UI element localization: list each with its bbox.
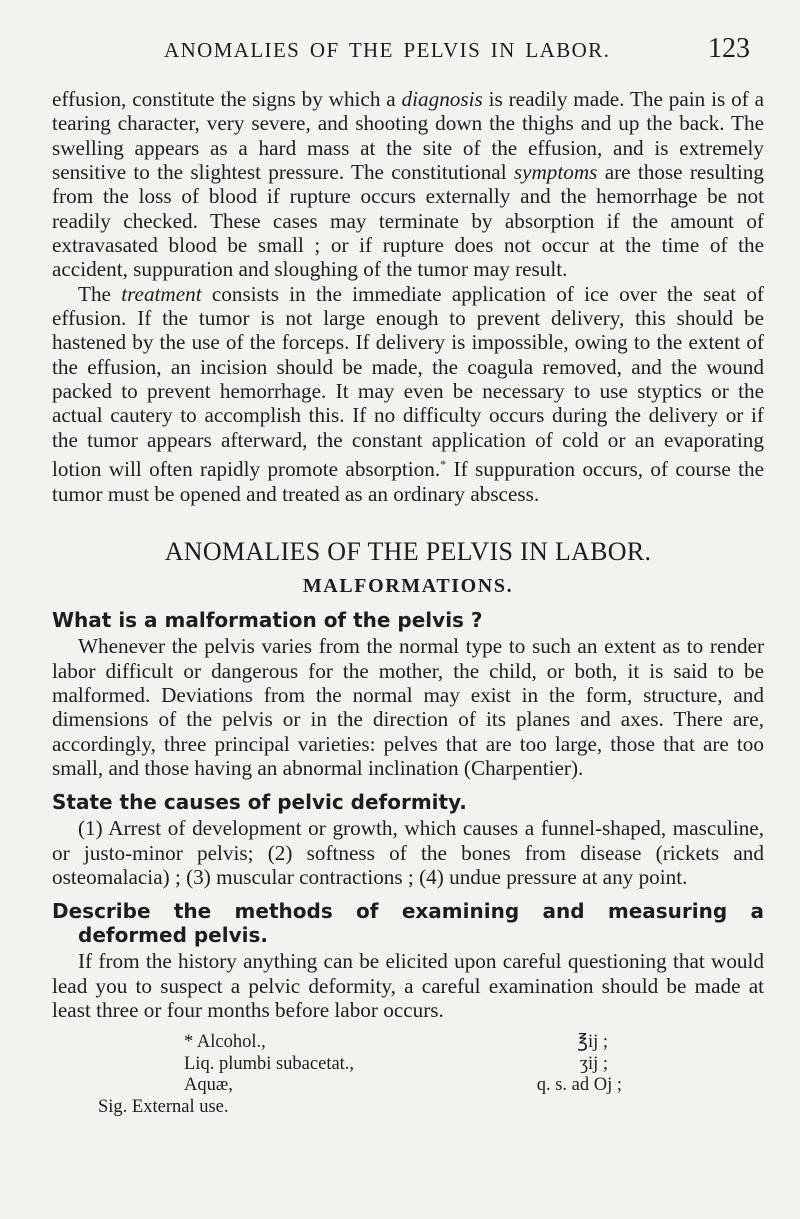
text-run: If suppuration occurs, of course the tumor must be opened and treated as an ordinary abscess. bbox=[52, 457, 764, 506]
text-run: effusion, constitute the signs by which a bbox=[52, 87, 402, 111]
answer-methods: If from the history anything can be elicited upon careful questioning that would lead you to suspect a pelvic deformity, a careful examination should be made at least three or four months before labor occurs. bbox=[52, 949, 764, 1023]
body-text bbox=[52, 87, 764, 1118]
answer-causes: (1) Arrest of development or growth, which causes a funnel-shaped, masculine, or justo-minor pelvis; (2) softness of the bones from disease (rickets and osteomalacia) ; (3) muscular contractions ; (4) undue pressure at any point. bbox=[52, 816, 764, 889]
ingredient-name: * Alcohol., bbox=[184, 1032, 266, 1053]
section-title: ANOMALIES OF THE PELVIS IN LABOR. bbox=[164, 536, 652, 566]
question-malformation: What is a malformation of the pelvis ? bbox=[52, 608, 483, 633]
running-head bbox=[0, 33, 800, 78]
text-run: consists in the immediate application of ice over the seat of effusion. If the tumor is not large enough to prevent delivery, this should be hastened by the use of the forceps. If delivery is impossible, owing to the extent of the effusion, an incision should be made, the coagula removed, and the wound packed to prevent hemorrhage. It may even be necessary to use styptics or the actual cautery to accomplish this. If no difficulty occurs during the delivery or if the tumor appears afterward, the constant application of cold or an evaporating lotion will often rapidly promote absorption. bbox=[52, 281, 764, 482]
footnote-row bbox=[52, 1075, 764, 1097]
footnote-row bbox=[52, 1032, 764, 1054]
text-run: The bbox=[78, 281, 122, 306]
ingredient-name: Aquæ, bbox=[184, 1075, 233, 1096]
footnote-sig: Sig. External use. bbox=[98, 1096, 229, 1117]
text-run: is readily made. The pain is of a tearing character, very severe, and shooting down the thighs and up the back. The swelling appears as a hard mass at the site of the effusion, and is extremely sensitive to the slightest pressure. The constitutional bbox=[52, 87, 764, 185]
ingredient-name: Liq. plumbi subacetat., bbox=[184, 1053, 355, 1074]
ingredient-quantity: ʒij ; bbox=[579, 1053, 608, 1074]
question-causes: State the causes of pelvic deformity. bbox=[52, 790, 467, 815]
text-run: are those resulting from the loss of blood if rupture occurs externally and the hemorrhage be not readily checked. These cases may terminate by absorption if the amount of extravasated blood be small ; or if rupture does not occur at the time of the accident, suppuration and sloughing of the tumor may result. bbox=[52, 160, 764, 282]
italic-diagnosis: diagnosis bbox=[401, 87, 483, 111]
section-subtitle: MALFORMATIONS. bbox=[302, 574, 514, 597]
question-methods: Describe the methods of examining and measuring a deformed pelvis. bbox=[52, 899, 764, 948]
ingredient-quantity: q. s. ad Oj ; bbox=[536, 1075, 622, 1096]
running-head-title: ANOMALIES OF THE PELVIS IN LABOR. bbox=[164, 38, 611, 62]
answer-malformation: Whenever the pelvis varies from the normal type to such an extent as to render labor difficult or dangerous for the mother, the child, or both, it is said to be malformed. Deviations from the normal may exist in the form, structure, and dimensions of the pelvis or in the direction of its planes and axes. There are, accordingly, three principal varieties: pelves that are too large, those that are too small, and those having an abnormal inclination (Charpentier). bbox=[52, 634, 764, 780]
footnote-row bbox=[52, 1054, 764, 1076]
page-number: 123 bbox=[708, 33, 750, 64]
paragraph-effusion-signs bbox=[52, 87, 764, 282]
ingredient-quantity: ℥ij ; bbox=[577, 1032, 608, 1053]
footnote-sig-row bbox=[52, 1097, 764, 1119]
italic-symptoms: symptoms bbox=[513, 160, 598, 185]
footnote-prescription bbox=[52, 1032, 764, 1118]
paragraph-treatment bbox=[52, 282, 764, 506]
italic-treatment: treatment bbox=[121, 281, 202, 306]
footnote-marker: * bbox=[440, 457, 447, 472]
